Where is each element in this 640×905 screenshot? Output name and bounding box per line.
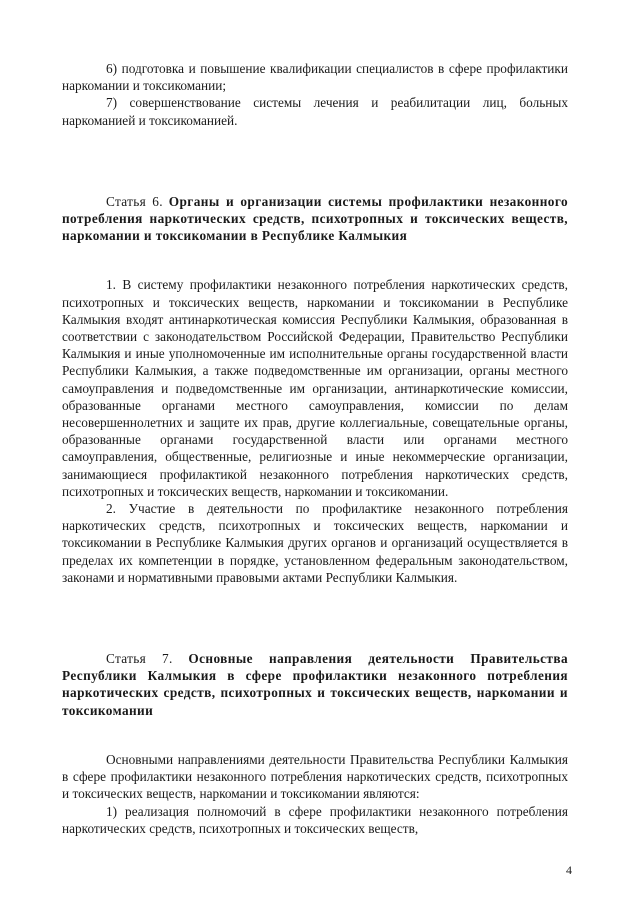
list-item-6: 6) подготовка и повышение квалификации специалистов в сфере профилактики наркомании и токсикомании; [62,61,568,94]
document-body [62,60,568,837]
article-7-item-1: 1) реализация полномочий в сфере профилактики незаконного потребления наркотических средств, психотропных и токсических веществ, [62,803,568,836]
article-7-heading [62,650,568,719]
list-item-7: 7) совершенствование системы лечения и реабилитации лиц, больных наркоманией и токсикоманией. [62,95,568,128]
article-7-title: Основные направления деятельности Правительства Республики Калмыкия в сфере профилактики незаконного потребления наркотических средств, психотропных и токсических веществ, наркомании и токсикомании [62,651,568,718]
article-6-heading [62,193,568,245]
article-7-paragraph-1: Основными направлениями деятельности Правительства Республики Калмыкия в сфере профилактики незаконного потребления наркотических средств, психотропных и токсических веществ, наркомании и токсикомании являются: [62,751,568,802]
spacer [62,618,568,650]
spacer [62,586,568,618]
spacer [62,129,568,161]
spacer [62,262,568,276]
spacer [62,161,568,193]
article-6-paragraph-2: 2. Участие в деятельности по профилактике незаконного потребления наркотических средств, психотропных и токсических веществ, наркомании и токсикомании в Республике Калмыкия других органов и организаций осуществляется в пределах их компетенции в порядке, установленном федеральным законодательством, законами и нормативными правовыми актами Республики Калмыкия. [62,501,568,585]
spacer [62,737,568,751]
article-7-number: Статья 7. [106,651,173,667]
article-6-paragraph-1: 1. В систему профилактики незаконного потребления наркотических средств, психотропных и токсических веществ, наркомании и токсикомании в Республике Калмыкия входят антинаркотическая комиссия Республики Калмыкия, образованная в соответствии с законодательством Российской Федерации, Правительство Республики Калмыкия и иные уполномоченные им исполнительные органы государственной власти Республики Калмыкия, а также подведомственные им организации, органы местного самоуправления и подведомственные им организации, антинаркотические комиссии, образованные органами местного самоуправления, комиссии по делам несовершеннолетних и защите их прав, другие коллегиальные, совещательные органы, образованные органами государственной власти или органами местного самоуправления, общественные, религиозные и иные некоммерческие организации, занимающиеся профилактикой незаконного потребления наркотических средств, психотропных и токсических веществ, наркомании и токсикомании. [62,277,568,499]
article-6-number: Статья 6. [106,193,163,209]
article-6-title: Органы и организации системы профилактики незаконного потребления наркотических средств, психотропных и токсических веществ, наркомании и токсикомании в Республике Калмыкия [62,193,568,244]
page-number: 4 [566,863,572,877]
